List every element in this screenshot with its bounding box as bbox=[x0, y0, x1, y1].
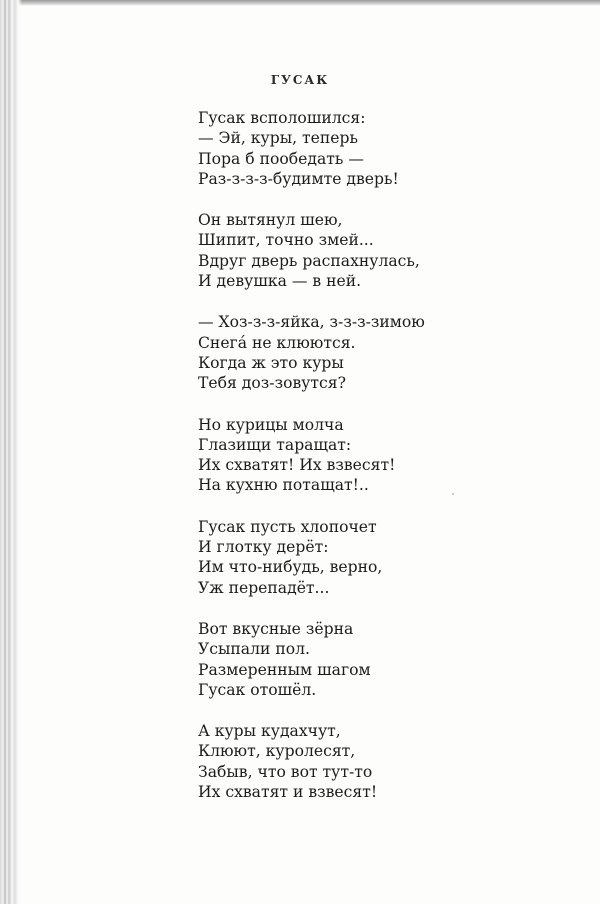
poem-line: — Эй, куры, теперь bbox=[198, 129, 358, 148]
poem-line: Гусак пусть хлопочет bbox=[198, 517, 377, 536]
stanza bbox=[198, 108, 425, 189]
poem-line: Их схватят! Их взвесят! bbox=[198, 456, 396, 475]
poem-line: Вот вкусные зёрна bbox=[198, 619, 354, 638]
poem-title: ГУСАК bbox=[270, 73, 330, 87]
poem-body bbox=[198, 108, 425, 823]
poem-line: — Хоз-з-з-яйка, з-з-з-зимою bbox=[198, 313, 425, 332]
poem-line: Он вытянул шею, bbox=[198, 211, 343, 230]
poem-line: Но курицы молча bbox=[198, 415, 344, 434]
poem-line: Забыв, что вот тут-то bbox=[198, 762, 373, 781]
poem-line: Тебя доз-зовутся? bbox=[198, 374, 346, 393]
poem-line: Размеренным шагом bbox=[198, 660, 371, 679]
poem-line: Снега́ не клюются. bbox=[198, 333, 356, 352]
poem-line: Пора б пообедать — bbox=[198, 149, 364, 168]
stanza bbox=[198, 415, 425, 496]
poem-line: И девушка — в ней. bbox=[198, 272, 362, 291]
stanza bbox=[198, 210, 425, 291]
poem-line: Уж перепадёт... bbox=[198, 578, 330, 597]
poem-line: Глазищи таращат: bbox=[198, 435, 352, 454]
page-top-edge bbox=[0, 0, 600, 6]
book-spine-shadow bbox=[0, 0, 22, 904]
poem-line: Когда ж это куры bbox=[198, 353, 344, 372]
stanza bbox=[198, 517, 425, 598]
poem-line: Им что-нибудь, верно, bbox=[198, 558, 383, 577]
poem-line: Усыпали пол. bbox=[198, 640, 311, 659]
stanza bbox=[198, 312, 425, 393]
poem-line: Их схватят и взвесят! bbox=[198, 783, 378, 802]
poem-line: Шипит, точно змей... bbox=[198, 231, 374, 250]
poem-line: Вдруг дверь распахнулась, bbox=[198, 251, 420, 270]
poem-line: А куры кудахчут, bbox=[198, 722, 341, 741]
paper-speck bbox=[452, 493, 454, 495]
poem-line: Клюют, куролесят, bbox=[198, 742, 356, 761]
poem-line: И глотку дерёт: bbox=[198, 538, 329, 557]
poem-line: Раз-з-з-з-будимте дверь! bbox=[198, 169, 399, 188]
poem-line: На кухню потащат!.. bbox=[198, 476, 369, 495]
poem-line: Гусак всполошился: bbox=[198, 109, 366, 127]
stanza bbox=[198, 619, 425, 700]
poem-line: Гусак отошёл. bbox=[198, 680, 317, 699]
stanza bbox=[198, 721, 425, 802]
